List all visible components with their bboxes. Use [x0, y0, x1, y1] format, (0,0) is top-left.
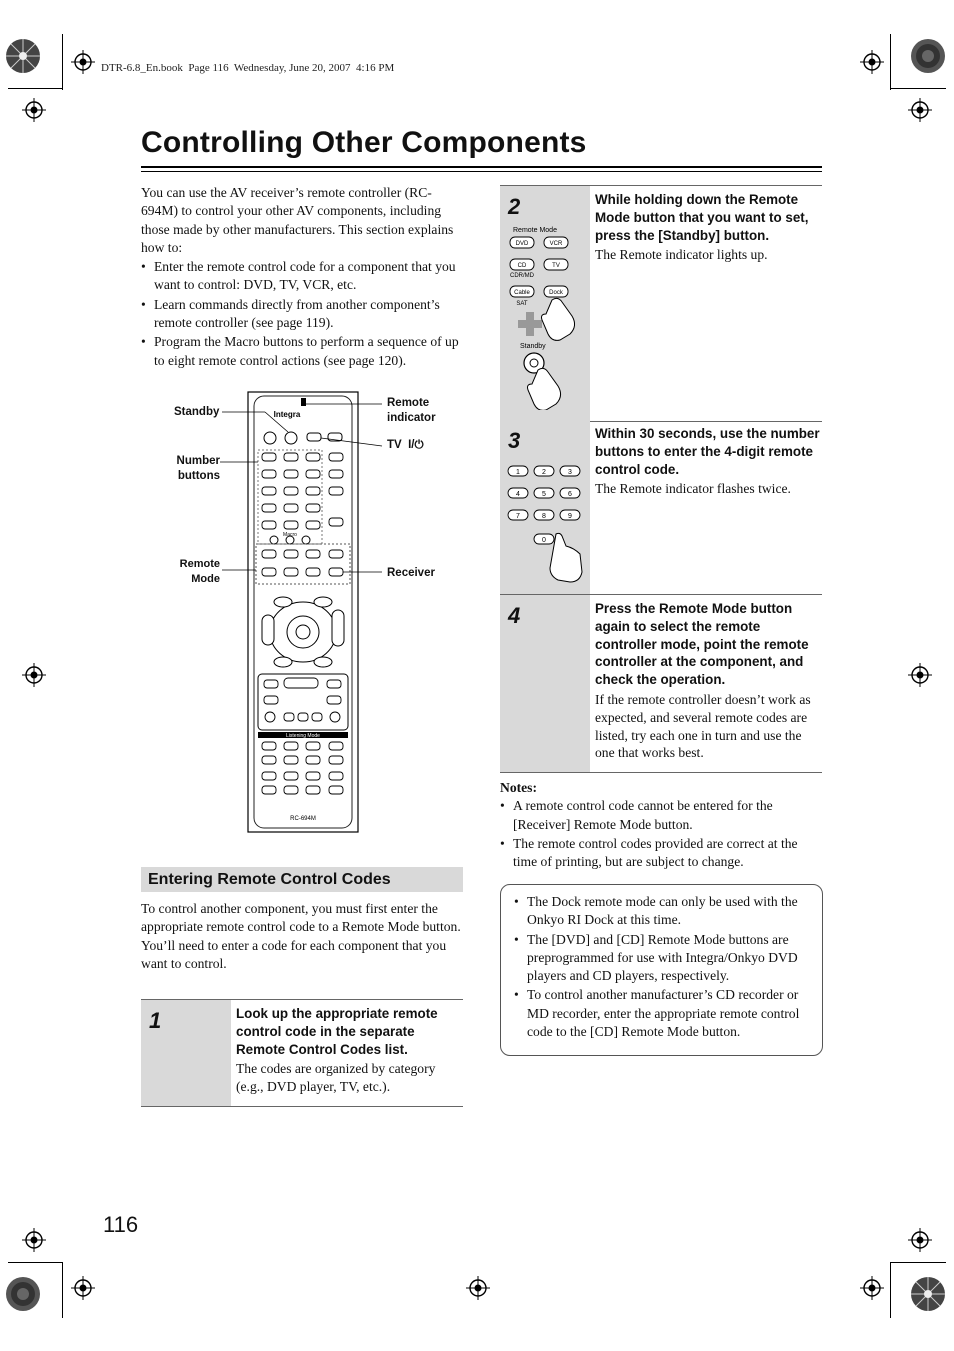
color-target-bottom-left	[5, 1276, 41, 1312]
step-text	[236, 1005, 461, 1096]
step-4	[500, 594, 822, 773]
registration-mark-icon	[908, 98, 932, 122]
remote-model: RC-694M	[290, 816, 316, 822]
svg-text:CDR/MD: CDR/MD	[510, 273, 534, 279]
remote-macro-label: Macro	[283, 532, 297, 538]
svg-text:Dock: Dock	[549, 290, 563, 296]
step-text	[595, 600, 820, 762]
registration-mark-icon	[22, 98, 46, 122]
registration-mark-icon	[860, 1276, 884, 1300]
color-target-top-right	[910, 38, 946, 74]
svg-text:Remote Mode: Remote Mode	[513, 227, 557, 234]
step-result: If the remote controller doesn’t work as expected, and several remote codes are listed, try each one in turn and use the one that works best.	[595, 691, 811, 761]
callout-number-buttons: Number buttons	[176, 455, 220, 482]
step-number: 4	[508, 603, 521, 628]
svg-text:CD: CD	[517, 263, 527, 269]
section-paragraph: To control another component, you must first enter the appropriate remote control code to a Remote Mode button. You’ll need to enter a code for each component that you want to control.	[141, 901, 461, 971]
notes	[500, 779, 822, 872]
svg-text:VCR: VCR	[549, 241, 563, 247]
note-item: • A remote control code cannot be entered for the [Receiver] Remote Mode button.	[500, 797, 822, 834]
svg-text:7: 7	[516, 513, 520, 520]
registration-mark-icon	[22, 1228, 46, 1252]
callout-remote-indicator: Remote indicator	[387, 397, 436, 424]
registration-mark-icon	[860, 50, 884, 74]
svg-text:2: 2	[542, 469, 546, 476]
svg-text:3: 3	[568, 469, 572, 476]
svg-text:SAT: SAT	[516, 301, 528, 307]
registration-mark-icon	[22, 663, 46, 687]
step-result: The Remote indicator lights up.	[595, 247, 768, 263]
tip-box	[500, 884, 823, 1056]
step-instruction: Press the Remote Mode button again to select the remote controller mode, point the remote controller at the component, and check the operation.	[595, 601, 809, 688]
svg-text:Standby: Standby	[520, 343, 546, 350]
svg-text:TV: TV	[552, 263, 560, 269]
step-instruction: While holding down the Remote Mode button that you want to set, press the [Standby] button.	[595, 192, 809, 243]
svg-text:DVD: DVD	[515, 241, 529, 247]
step-number: 3	[508, 428, 521, 453]
intro-paragraph: You can use the AV receiver’s remote controller (RC-694M) to control your other AV components, including those made by other manufacturers. This section explains how to:	[141, 185, 454, 255]
step-result: The codes are organized by category (e.g., DVD player, TV, etc.).	[236, 1061, 436, 1095]
step-number: 2	[508, 194, 521, 219]
remote-brand: Integra	[273, 410, 301, 419]
registration-mark-icon	[908, 663, 932, 687]
registration-mark-icon	[908, 1228, 932, 1252]
notes-heading: Notes:	[500, 780, 537, 795]
callout-remote-mode: Remote Mode	[179, 558, 220, 585]
title-rule	[141, 166, 822, 168]
step-text	[595, 191, 820, 264]
step-result: The Remote indicator flashes twice.	[595, 481, 791, 497]
svg-text:8: 8	[542, 513, 546, 520]
page-number: 116	[103, 1212, 139, 1237]
intro-bullet: • Learn commands directly from another component’s remote controller (see page 119).	[141, 296, 463, 333]
tip-item: • To control another manufacturer’s CD recorder or MD recorder, enter the appropriate remote control code to the [CD] Remote Mode button.	[514, 986, 812, 1041]
svg-text:6: 6	[568, 491, 572, 498]
svg-text:1: 1	[516, 469, 520, 476]
intro-bullet: • Enter the remote control code for a component that you want to control: DVD, TV, VCR, etc.	[141, 258, 463, 295]
intro-bullet: • Program the Macro buttons to perform a sequence of up to eight remote control actions (see page 120).	[141, 333, 463, 370]
step-instruction: Look up the appropriate remote control code in the separate Remote Control Codes list.	[236, 1006, 438, 1057]
intro-block	[141, 184, 463, 371]
note-item: • The remote control codes provided are correct at the time of printing, but are subject to change.	[500, 835, 822, 872]
svg-text:Cable: Cable	[514, 290, 530, 296]
registration-mark-icon	[71, 50, 95, 74]
step-3	[500, 420, 822, 595]
section-heading: Entering Remote Control Codes	[141, 867, 463, 892]
file-header: DTR-6.8_En.book Page 116 Wednesday, June 20, 2007 4:16 PM	[101, 62, 395, 74]
step3-illustration	[504, 460, 588, 585]
svg-text:4: 4	[516, 491, 520, 498]
step-text	[595, 425, 820, 498]
svg-text:0: 0	[542, 537, 546, 544]
callout-receiver: Receiver	[387, 567, 435, 579]
step-instruction: Within 30 seconds, use the number buttons to enter the 4-digit remote control code.	[595, 426, 820, 477]
notes-list	[500, 797, 822, 871]
callout-standby: Standby	[174, 406, 220, 418]
tip-list	[514, 893, 812, 1042]
color-target-top-left	[5, 38, 41, 74]
intro-bullets	[141, 258, 463, 370]
registration-mark-icon	[466, 1276, 490, 1300]
step-1	[141, 999, 463, 1107]
tip-item: • The Dock remote mode can only be used with the Onkyo RI Dock at this time.	[514, 893, 812, 930]
color-target-bottom-right	[910, 1276, 946, 1312]
page-title: Controlling Other Components	[141, 126, 587, 159]
step-number: 1	[149, 1008, 162, 1033]
remote-listening-mode-label: Listening Mode	[286, 733, 320, 739]
registration-mark-icon	[71, 1276, 95, 1300]
title-rule-thin	[141, 171, 822, 172]
step2-illustration	[504, 220, 588, 410]
svg-text:5: 5	[542, 491, 546, 498]
remote-figure	[170, 390, 460, 835]
svg-text:9: 9	[568, 513, 572, 520]
callout-tv: TV I/⏻	[387, 439, 424, 451]
step-2	[500, 185, 822, 422]
tip-item: • The [DVD] and [CD] Remote Mode buttons are preprogrammed for use with Integra/Onkyo DVD players and CD players, respectively.	[514, 931, 812, 986]
